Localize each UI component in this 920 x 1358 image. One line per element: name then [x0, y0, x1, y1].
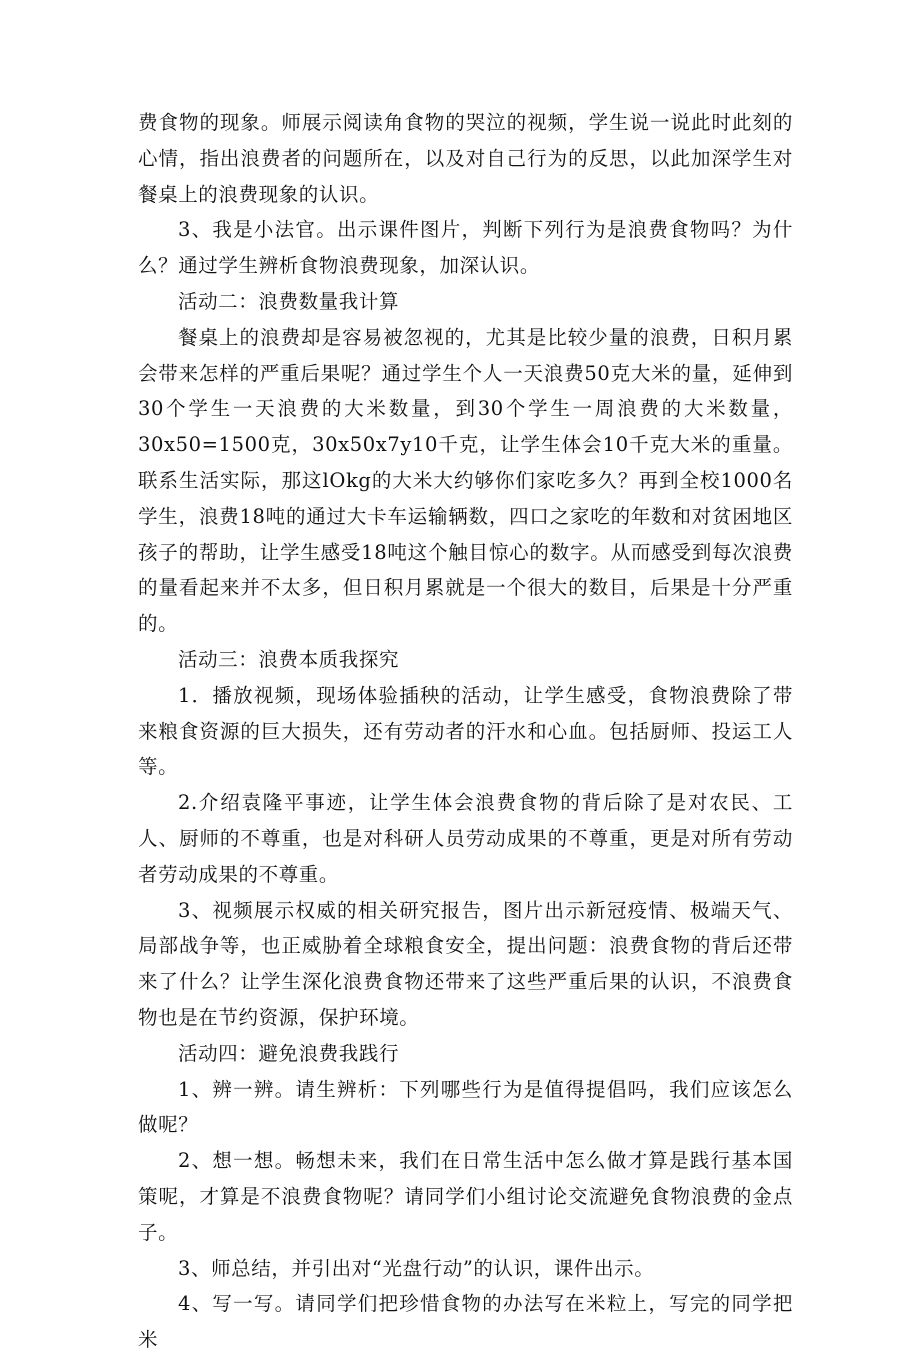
paragraph-think: 2、想一想。畅想未来，我们在日常生活中怎么做才算是践行基本国策呢，才算是不浪费食物呢？请同学们小组讨论交流避免食物浪费的金点子。: [138, 1149, 793, 1244]
paragraph-discuss: 1、辨一辨。请生辨析：下列哪些行为是值得提倡吗，我们应该怎么做呢？: [138, 1077, 793, 1137]
heading-activity-four: 活动四：避免浪费我践行: [177, 1041, 400, 1065]
paragraph-summary: 3、师总结，并引出对“光盘行动”的认识，课件出示。: [177, 1256, 655, 1280]
paragraph-item-judge: 3、我是小法官。出示课件图片，判断下列行为是浪费食物吗？为什么？通过学生辨析食物浪费现象，加深认识。: [138, 218, 793, 278]
paragraph-video-experience: 1．播放视频，现场体验插秧的活动，让学生感受，食物浪费除了带来粮食资源的巨大损失，还有劳动者的汗水和心血。包括厨师、投运工人等。: [138, 683, 793, 779]
paragraph-yuan-longping: 2.介绍袁隆平事迹，让学生体会浪费食物的背后除了是对农民、工人、厨师的不尊重，也是对科研人员劳动成果的不尊重，更是对所有劳动者劳动成果的不尊重。: [138, 791, 793, 886]
heading-activity-two: 活动二：浪费数量我计算: [177, 289, 400, 313]
heading-activity-three: 活动三：浪费本质我探究: [177, 647, 400, 671]
paragraph-write: 4、写一写。请同学们把珍惜食物的办法写在米粒上，写完的同学把米: [138, 1292, 793, 1352]
paragraph-waste-calculation: 餐桌上的浪费却是容易被忽视的，尤其是比较少量的浪费，日积月累会带来怎样的严重后果呢？通过学生个人一天浪费50克大米的量，延伸到30个学生一天浪费的大米数量，到30个学生一周浪费的大米数量，30x50=1500克，30x50x7y10千克，让学生体会10千克大米的重量。联系生活实际，那这lOkg的大米大约够你们家吃多久？再到全校1000名学生，浪费18吨的通过大卡车运输辆数，四口之家吃的年数和对贫困地区孩子的帮助，让学生感受18吨这个触目惊心的数字。从而感受到每次浪费的量看起来并不太多，但日积月累就是一个很大的数目，后果是十分严重的。: [138, 325, 793, 636]
paragraph-research-report: 3、视频展示权威的相关研究报告，图片出示新冠疫情、极端天气、局部战争等，也正威胁着全球粮食安全，提出问题：浪费食物的背后还带来了什么？让学生深化浪费食物还带来了这些严重后果的认识，不浪费食物也是在节约资源，保护环境。: [138, 898, 793, 1029]
paragraph-continuation: 费食物的现象。师展示阅读角食物的哭泣的视频，学生说一说此时此刻的心情，指出浪费者的问题所在，以及对自己行为的反思，以此加深学生对餐桌上的浪费现象的认识。: [138, 111, 793, 206]
document-body: [138, 105, 793, 1358]
